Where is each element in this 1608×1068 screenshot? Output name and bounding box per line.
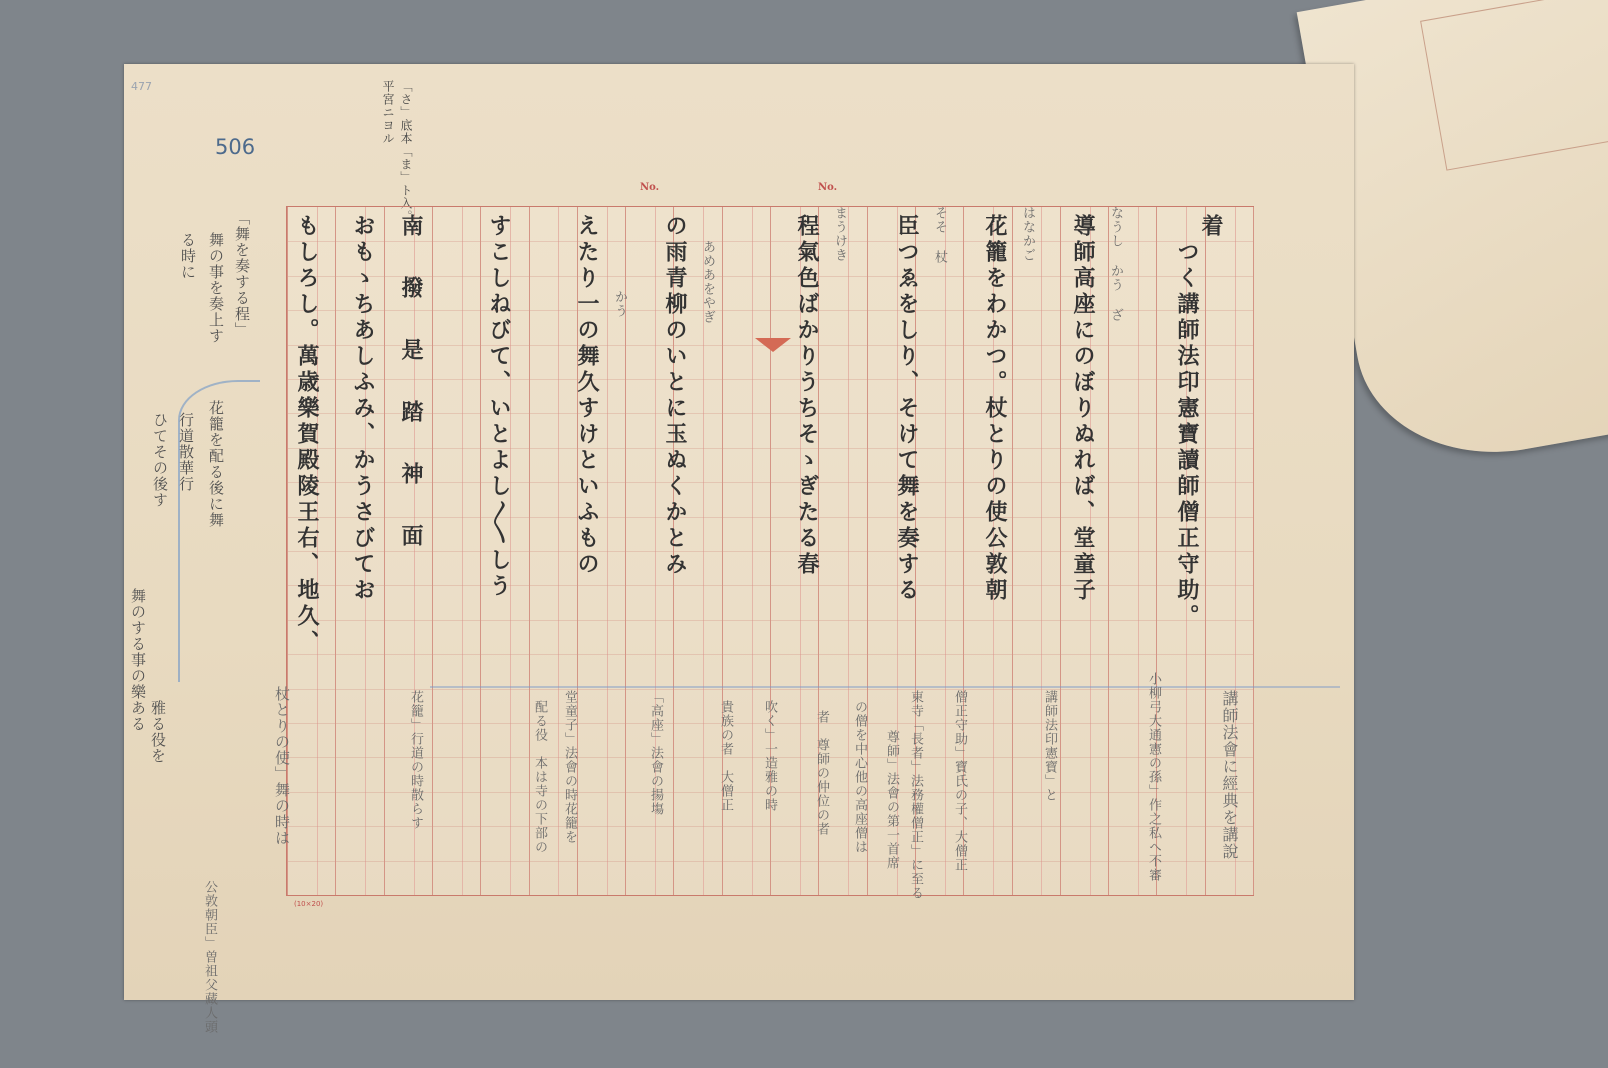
margin-note-5: 行道散華行 — [177, 412, 195, 492]
lower-note-9: 吹く」一造雅の時 — [762, 700, 777, 812]
main-column-5: 臣つゑをしり、そけて舞を奏する — [894, 214, 920, 604]
grid-row-line — [287, 689, 1253, 690]
grid-footnote: (10×20) — [294, 900, 324, 908]
margin-note-7: 舞のする事の樂ある — [129, 588, 147, 732]
margin-note-8: 雅る役を — [149, 700, 167, 764]
margin-note-2: 舞の事を奏上す — [207, 232, 225, 344]
furigana-7: あめあをやぎ — [700, 240, 715, 324]
lower-note-2: 小柳弓大通憲の孫」作之私へ不審 — [1146, 672, 1161, 882]
lower-note-15: 杖とりの使」舞の時は — [273, 686, 291, 846]
center-fold-mark — [755, 338, 791, 352]
margin-note-4: 花籠を配る後に舞 — [207, 400, 225, 528]
main-column-9: すこしねびて、いとよし〳〵しう — [486, 214, 512, 600]
furigana-8: かう — [612, 290, 627, 318]
furigana-6: まうけき — [832, 206, 847, 262]
main-column-12: もしろし。萬歳樂賀殿陵王右、地久、 — [294, 214, 320, 656]
lower-note-3: 講師法印憲寶」と — [1042, 690, 1057, 802]
margin-note-3: る時に — [179, 232, 197, 280]
main-column-2: つく講師法印憲寶讀師僧正守助。 — [1174, 240, 1200, 630]
main-column-4: 花籠をわかつ。杖とりの使公敦朝 — [982, 214, 1008, 604]
grid-row-line — [287, 861, 1253, 862]
next-page-box — [1420, 0, 1608, 171]
lower-note-6: 尊師」法會の第一首席 — [884, 730, 899, 870]
grid-row-line — [287, 551, 1253, 552]
lower-note-13: 配る役 本は寺の下部の — [532, 700, 547, 854]
header-note-1: 「さ」底本「ま」ト入。 — [399, 80, 413, 223]
lower-note-14: 花籠」行道の時散らす — [408, 690, 423, 830]
page-number: 506 — [215, 135, 256, 159]
lower-note-16: 公敦朝臣」曽祖父藏人頭 — [202, 880, 217, 1034]
lower-note-11: 「高座」法會の揚塲 — [648, 690, 663, 816]
main-column-10: 南撥是踏神面 — [398, 214, 424, 586]
lower-note-1: 講師法會に經典を講說 — [1220, 690, 1239, 860]
main-column-7: の雨青柳のいとに玉ぬくかとみ — [662, 214, 688, 578]
lower-note-12: 堂童子」法會の時花籠を — [562, 690, 577, 844]
lower-note-10: 貴族の者 大僧正 — [718, 700, 733, 812]
grid-row-line — [287, 379, 1253, 380]
header-note-2: 平宮ニヨル — [381, 80, 395, 145]
grid-row-line — [287, 620, 1253, 621]
margin-note-6: ひてその後す — [151, 412, 169, 508]
grid-column-line — [1253, 207, 1254, 895]
main-column-8: えたり一の舞久すけといふもの — [574, 214, 600, 578]
main-column-1: 着 — [1198, 214, 1224, 240]
grid-row-line — [287, 585, 1253, 586]
corner-mark: 477 — [131, 80, 152, 93]
main-column-11: おもゝちあしふみ、かうさびてお — [350, 214, 376, 604]
lower-note-5: 東寺「長者」法務權僧正」に至る — [908, 690, 923, 900]
grid-row-line — [287, 482, 1253, 483]
grid-no-label-left: No. — [640, 182, 660, 193]
grid-row-line — [287, 413, 1253, 414]
furigana-3: なうし かう ざ — [1108, 206, 1123, 322]
grid-row-line — [287, 448, 1253, 449]
grid-no-label-right: No. — [818, 182, 838, 193]
blue-pencil-line — [430, 686, 1340, 688]
grid-row-line — [287, 826, 1253, 827]
lower-note-8: 者 尊師の仲位の者 — [814, 710, 829, 836]
lower-note-4: 僧正守助」寶氏の子、大僧正 — [952, 690, 967, 872]
lower-note-7: の僧を中心他の高座僧は — [852, 700, 867, 854]
main-column-6: 程氣色ばかりうちそゝぎたる春 — [794, 214, 820, 578]
grid-row-line — [287, 517, 1253, 518]
grid-row-line — [287, 654, 1253, 655]
main-column-3: 導師高座にのぼりぬれば、堂童子 — [1070, 214, 1096, 604]
margin-note-1: 「舞を奏する程」 — [233, 210, 251, 338]
furigana-4: はなかご — [1020, 206, 1035, 262]
furigana-5: そそ 杖 — [932, 206, 947, 264]
